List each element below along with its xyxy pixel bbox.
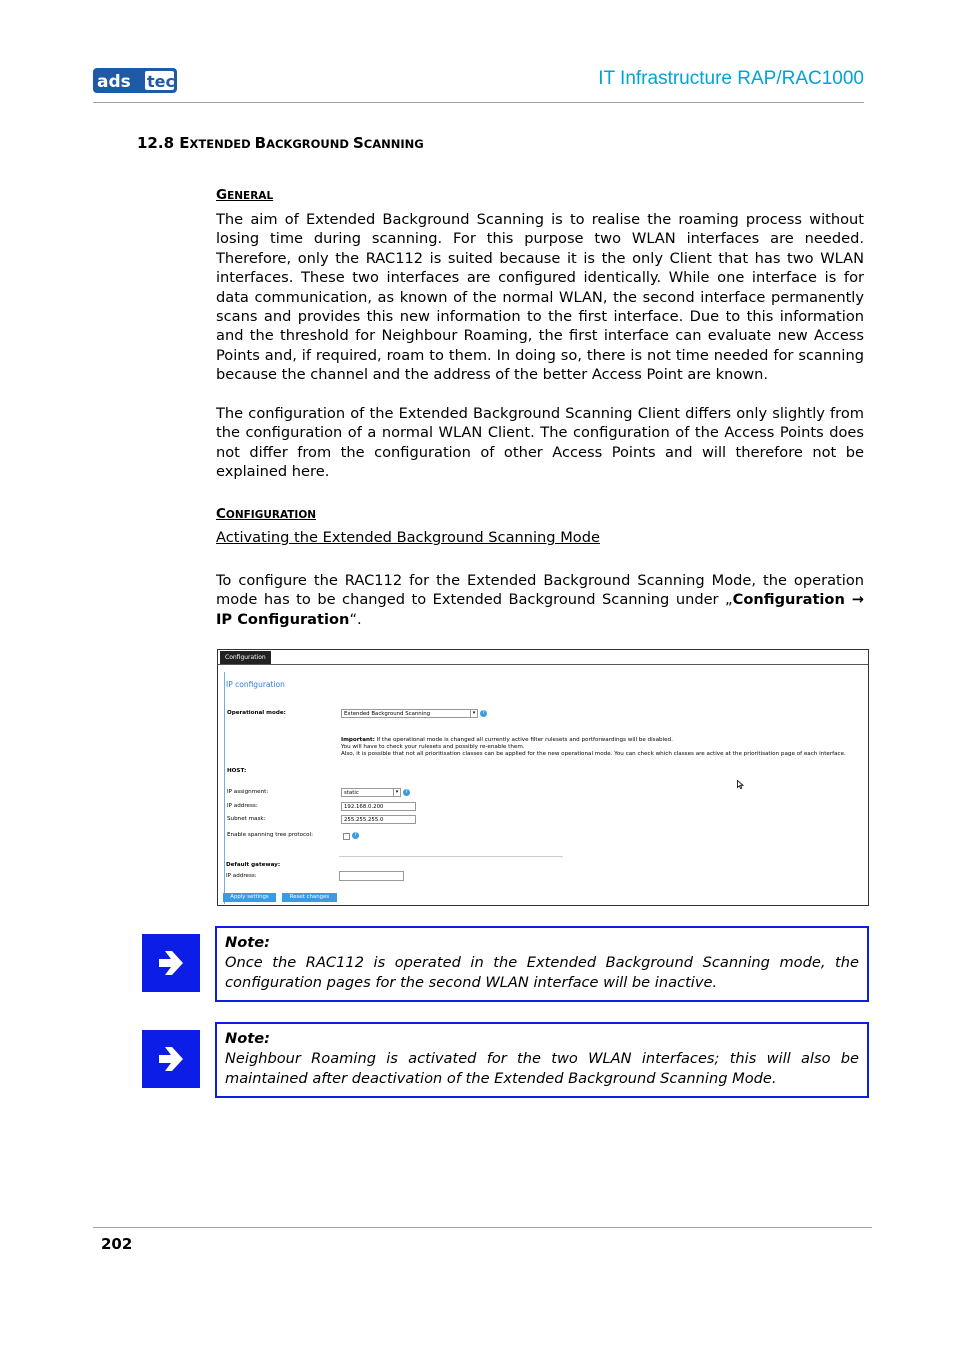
general-paragraph-1: The aim of Extended Background Scanning is to realise the roaming process without losing time during scanning. For this purpose two WLAN interfaces are needed. Therefore, only the RAC112 is suited because it is the only Client that has two WLAN interfaces. These two interfaces are configured identically. While one interface is for data communication, as known of the normal WLAN, the second interface permanently scans and provides this new information to the first interface. Due to this information and the threshold for Neighbour Roaming, the first interface can evaluate new Access Points and, if required, roam to them. In doing so, there is not time needed for scanning because the channel and the address of the better Access Point are known. (216, 211, 864, 384)
apply-settings-button[interactable]: Apply settings (223, 893, 276, 902)
default-gateway-label: Default gateway: (226, 862, 281, 868)
note-title: Note: (225, 934, 270, 951)
help-icon[interactable]: ? (480, 710, 487, 717)
note-text: Neighbour Roaming is activated for the two WLAN interfaces; this will also be maintained after deactivation of the Extended Background Scanning Mode. (225, 1050, 859, 1087)
gateway-ip-input[interactable] (339, 871, 404, 881)
header-divider (93, 102, 864, 103)
svg-text:ads: ads (97, 72, 131, 92)
chevron-down-icon: ▾ (470, 710, 477, 717)
note-arrow-box (142, 934, 200, 992)
section-number: 12.8 (137, 134, 175, 152)
svg-text:tec: tec (147, 72, 175, 91)
general-paragraph-2: The configuration of the Extended Background Scanning Client differs only slightly from the configuration of a normal WLAN Client. The configuration of the Access Points does not differ from the configuration of other Access Points and will therefore not be explained here. (216, 405, 864, 481)
note-text: Once the RAC112 is operated in the Extended Background Scanning mode, the configuration pages for the second WLAN interface will be inactive. (225, 954, 859, 991)
adstec-logo (93, 68, 177, 93)
gateway-ip-label: IP address: (226, 873, 257, 879)
ip-configuration-screenshot (217, 649, 869, 906)
important-line-2: You will have to check your rulesets and possibly re-enable them. (341, 744, 525, 750)
reset-changes-button[interactable]: Reset changes (282, 893, 337, 902)
tab-bar (218, 650, 868, 665)
configuration-subheading: Activating the Extended Background Scanning Mode (216, 529, 600, 546)
note-title: Note: (225, 1030, 270, 1047)
ip-assignment-select[interactable]: static ▾ (341, 788, 401, 797)
stp-label: Enable spanning tree protocol: (227, 832, 313, 838)
subnet-mask-input[interactable]: 255.255.255.0 (341, 815, 416, 824)
stp-checkbox[interactable] (343, 833, 350, 840)
note-box (215, 926, 869, 1002)
ip-address-label: IP address: (227, 803, 258, 809)
section-heading: 12.8 EXTENDED BACKGROUND SCANNING (137, 134, 424, 152)
ip-assignment-label: IP assignment: (227, 789, 269, 795)
document-title: IT Infrastructure RAP/RAC1000 (598, 68, 864, 89)
footer-divider (93, 1227, 872, 1228)
mouse-cursor-icon (737, 780, 744, 789)
important-line-3: Also, it is possible that not all prioritisation classes can be applied for the new operational mode. You can check which classes are active at the prioritisation page of each interface. (341, 751, 846, 757)
separator (339, 856, 563, 857)
chevron-down-icon: ▾ (393, 789, 400, 796)
important-line-1: Important: If the operational mode is changed all currently active filter rulesets and portforwardings will be disabled. (341, 737, 673, 743)
tab-configuration[interactable]: Configuration (220, 651, 271, 664)
page-number: 202 (101, 1235, 133, 1253)
subnet-mask-label: Subnet mask: (227, 816, 266, 822)
note-box (215, 1022, 869, 1098)
note-arrow-box (142, 1030, 200, 1088)
help-icon[interactable]: ? (352, 832, 359, 839)
arrow-right-icon (142, 1030, 200, 1088)
arrow-right-icon (142, 934, 200, 992)
configuration-heading: CONFIGURATION (216, 506, 317, 522)
ip-address-input[interactable]: 192.168.0.200 (341, 802, 416, 811)
ip-configuration-title: IP configuration (226, 680, 285, 689)
configuration-paragraph: To configure the RAC112 for the Extended Background Scanning Mode, the operation mode has to be changed to Extended Background Scanning under „Configuration → IP Configuration“. (216, 572, 865, 628)
content-left-border (224, 672, 225, 904)
adstec-logo-graphic (93, 68, 177, 93)
help-icon[interactable]: ? (403, 789, 410, 796)
operational-mode-select[interactable]: Extended Background Scanning ▾ (341, 709, 478, 718)
general-heading: GENERAL (216, 187, 274, 203)
operational-mode-label: Operational mode: (227, 710, 286, 716)
host-label: HOST: (227, 768, 247, 774)
